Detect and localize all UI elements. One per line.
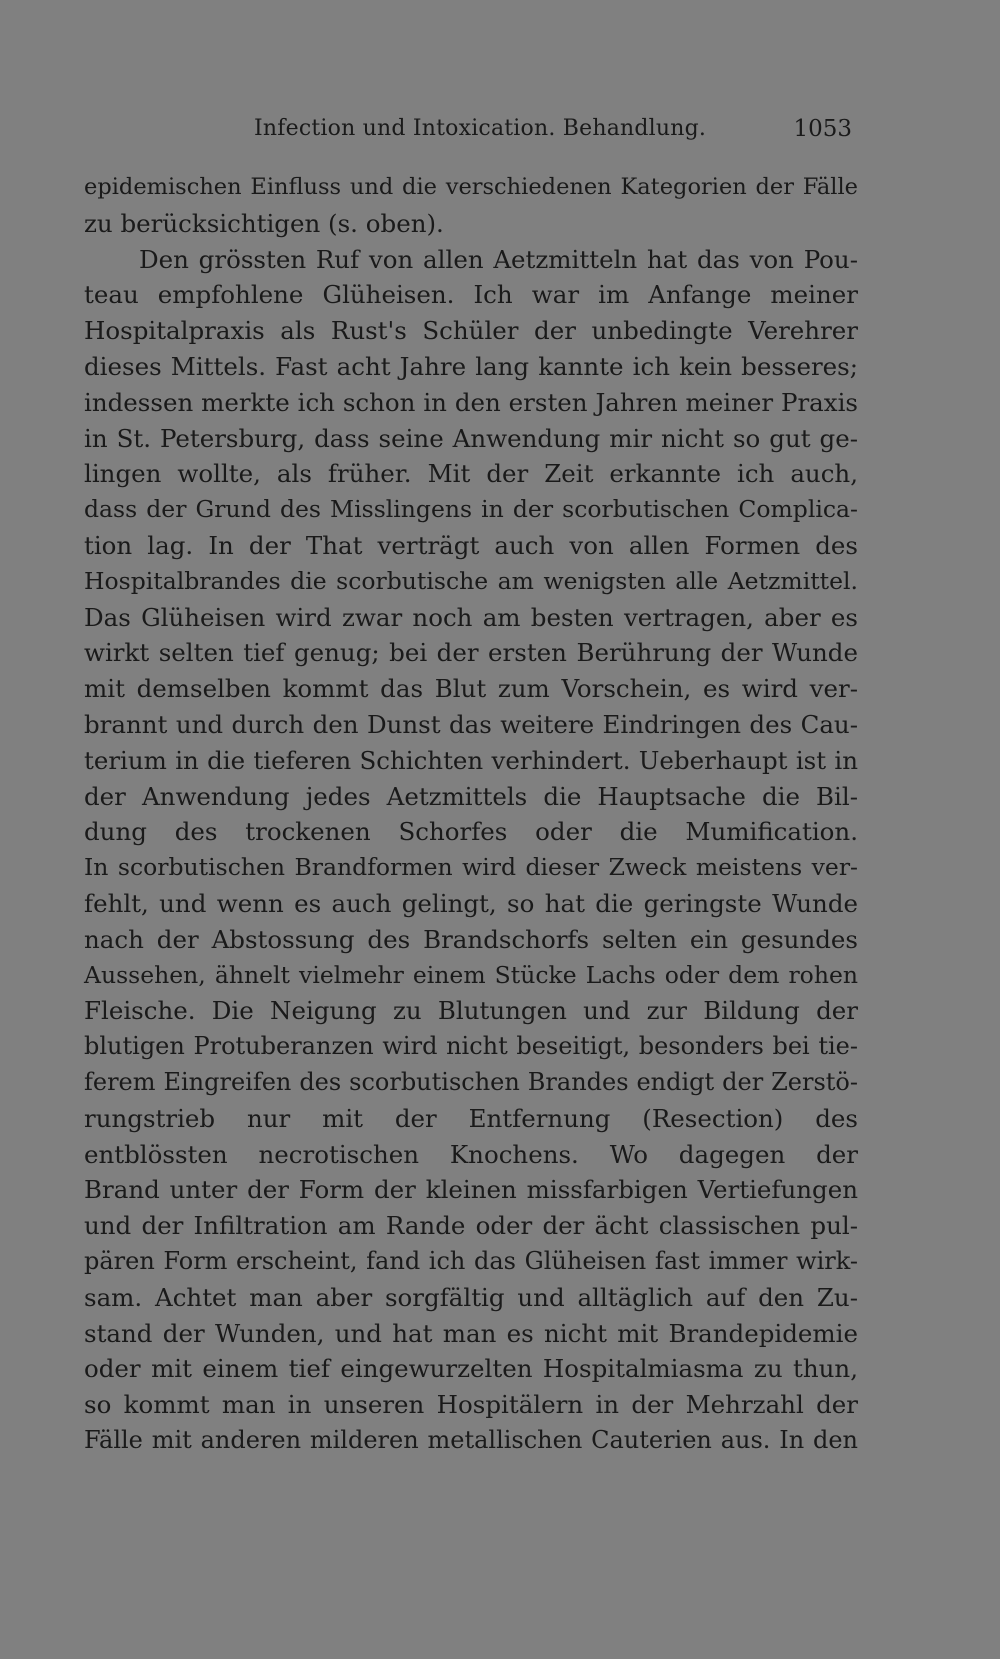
text-line: Den grössten Ruf von allen Aetzmitteln hat das von Pou-	[139, 244, 858, 274]
page-number: 1053	[793, 116, 852, 142]
running-title: Infection und Intoxication. Behandlung.	[254, 116, 707, 141]
text-line: dung des trockenen Schorfes oder die Mumification.	[84, 817, 858, 847]
text-line: Aussehen, ähnelt vielmehr einem Stücke Lachs oder dem rohen	[84, 960, 858, 989]
text-line: und der Infiltration am Rande oder der ächt classischen pul-	[84, 1211, 858, 1241]
text-line: oder mit einem tief eingewurzelten Hospitalmiasma zu thun,	[84, 1354, 858, 1384]
text-line: blutigen Protuberanzen wird nicht beseitigt, besonders bei tie-	[84, 1032, 858, 1061]
text-line: ferem Eingreifen des scorbutischen Brandes endigt der Zerstö-	[84, 1067, 858, 1096]
text-line: Hospitalbrandes die scorbutische am wenigsten alle Aetzmittel.	[84, 566, 858, 595]
text-line: lingen wollte, als früher. Mit der Zeit erkannte ich auch,	[84, 459, 858, 489]
text-line: Fleische. Die Neigung zu Blutungen und zur Bildung der	[84, 996, 858, 1026]
text-line: stand der Wunden, und hat man es nicht mit Brandepidemie	[84, 1318, 858, 1348]
text-line: epidemischen Einfluss und die verschiedenen Kategorien der Fälle	[84, 174, 858, 200]
text-line: mit demselben kommt das Blut zum Vorschein, es wird ver-	[84, 674, 858, 704]
text-line: entblössten necrotischen Knochens. Wo dagegen der	[84, 1139, 858, 1169]
text-line: Brand unter der Form der kleinen missfarbigen Vertiefungen	[84, 1175, 858, 1205]
text-line: in St. Petersburg, dass seine Anwendung mir nicht so gut ge-	[84, 423, 858, 453]
text-line: teau empfohlene Glüheisen. Ich war im Anfange meiner	[84, 280, 858, 310]
text-line: zu berücksichtigen (s. oben).	[84, 208, 444, 238]
text-line: terium in die tieferen Schichten verhindert. Ueberhaupt ist in	[84, 745, 858, 775]
text-line: Hospitalpraxis als Rust's Schüler der unbedingte Verehrer	[84, 316, 858, 346]
text-line: dieses Mittels. Fast acht Jahre lang kannte ich kein besseres;	[84, 351, 858, 381]
text-line: wirkt selten tief genug; bei der ersten Berührung der Wunde	[84, 638, 858, 668]
text-line: brannt und durch den Dunst das weitere Eindringen des Cau-	[84, 709, 858, 739]
body-text	[84, 170, 858, 1459]
text-line: der Anwendung jedes Aetzmittels die Hauptsache die Bil-	[84, 781, 858, 811]
text-line: nach der Abstossung des Brandschorfs selten ein gesundes	[84, 924, 858, 954]
text-line: tion lag. In der That verträgt auch von allen Formen des	[84, 530, 858, 560]
text-line: Das Glüheisen wird zwar noch am besten vertragen, aber es	[84, 602, 858, 632]
text-line: In scorbutischen Brandformen wird dieser Zweck meistens ver-	[84, 853, 858, 882]
text-line: dass der Grund des Misslingens in der scorbutischen Complica-	[84, 495, 858, 524]
text-line: indessen merkte ich schon in den ersten Jahren meiner Praxis	[84, 387, 858, 417]
text-line: Fälle mit anderen milderen metallischen Cauterien aus. In den	[84, 1425, 858, 1454]
text-line: so kommt man in unseren Hospitälern in der Mehrzahl der	[84, 1390, 858, 1420]
page-header	[84, 116, 852, 150]
text-line: rungstrieb nur mit der Entfernung (Resection) des	[84, 1103, 858, 1133]
text-line: sam. Achtet man aber sorgfältig und alltäglich auf den Zu-	[84, 1282, 858, 1312]
text-line: fehlt, und wenn es auch gelingt, so hat die geringste Wunde	[84, 888, 858, 918]
text-line: pären Form erscheint, fand ich das Glüheisen fast immer wirk-	[84, 1246, 858, 1275]
